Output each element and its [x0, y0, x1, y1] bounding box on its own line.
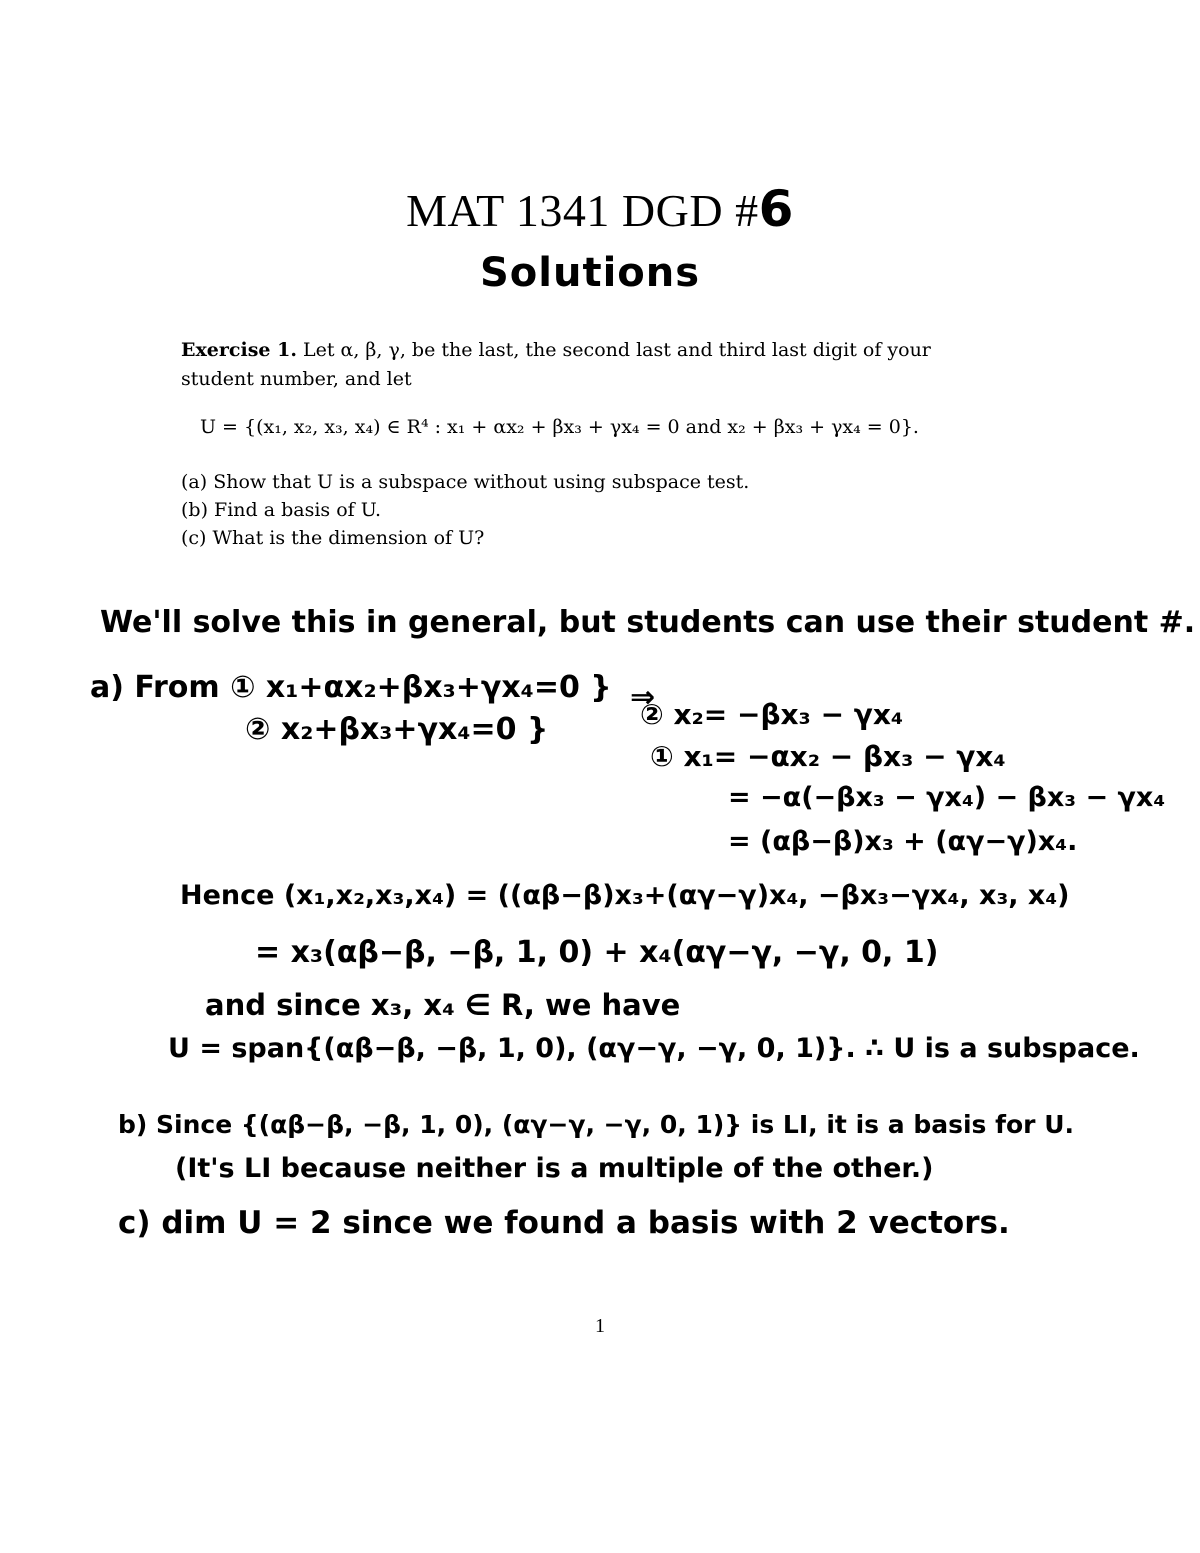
handwritten-a-line2: ② x₂+βx₃+γx₄=0 }	[245, 712, 549, 747]
handwritten-b-line1: b) Since {(αβ−β, −β, 1, 0), (αγ−γ, −γ, 0, 1)} is LI, it is a basis for U.	[118, 1110, 1074, 1139]
handwritten-hence-line2: = x₃(αβ−β, −β, 1, 0) + x₄(αγ−γ, −γ, 0, 1)	[255, 935, 939, 970]
exercise-part-c: (c) What is the dimension of U?	[181, 527, 485, 549]
exercise-label: Exercise 1.	[181, 339, 297, 361]
handwritten-since-line: and since x₃, x₄ ∈ R, we have	[205, 988, 681, 1022]
handwritten-c-line: c) dim U = 2 since we found a basis with 2 vectors.	[118, 1205, 1010, 1241]
handwritten-x1-substitution: = −α(−βx₃ − γx₄) − βx₃ − γx₄	[728, 782, 1166, 813]
handwritten-implies-arrow: ⇒	[630, 680, 656, 715]
exercise-intro-line1: Let α, β, γ, be the last, the second last and third last digit of your	[302, 339, 931, 361]
exercise-part-a: (a) Show that U is a subspace without using subspace test.	[181, 471, 750, 493]
handwritten-hence-line1: Hence (x₁,x₂,x₃,x₄) = ((αβ−β)x₃+(αγ−γ)x₄, −βx₃−γx₄, x₃, x₄)	[180, 880, 1070, 911]
exercise-statement	[181, 336, 1041, 394]
exercise-intro-line2: student number, and let	[181, 368, 412, 390]
title-handwritten-number: 6	[758, 180, 794, 238]
handwritten-a-line1: a) From ① x₁+αx₂+βx₃+γx₄=0 }	[90, 670, 612, 705]
handwritten-b-line2: (It's LI because neither is a multiple of the other.)	[175, 1153, 934, 1184]
exercise-parts	[181, 468, 749, 552]
handwritten-x1-simplified: = (αβ−β)x₃ + (αγ−γ)x₄.	[728, 826, 1078, 857]
page-number: 1	[595, 1315, 605, 1337]
handwritten-subtitle: Solutions	[480, 250, 701, 296]
handwritten-intro: We'll solve this in general, but students can use their student #.	[100, 605, 1196, 640]
handwritten-x2-solution: ② x₂= −βx₃ − γx₄	[640, 698, 904, 731]
exercise-part-b: (b) Find a basis of U.	[181, 499, 382, 521]
handwritten-x1-solution: ① x₁= −αx₂ − βx₃ − γx₄	[650, 740, 1006, 773]
handwritten-span-line: U = span{(αβ−β, −β, 1, 0), (αγ−γ, −γ, 0, 1)}. ∴ U is a subspace.	[168, 1033, 1140, 1064]
title-text: MAT 1341 DGD #	[406, 185, 759, 236]
set-definition: U = {(x₁, x₂, x₃, x₄) ∈ R⁴ : x₁ + αx₂ + βx₃ + γx₄ = 0 and x₂ + βx₃ + γx₄ = 0}.	[200, 416, 919, 438]
document-title	[0, 180, 1200, 238]
